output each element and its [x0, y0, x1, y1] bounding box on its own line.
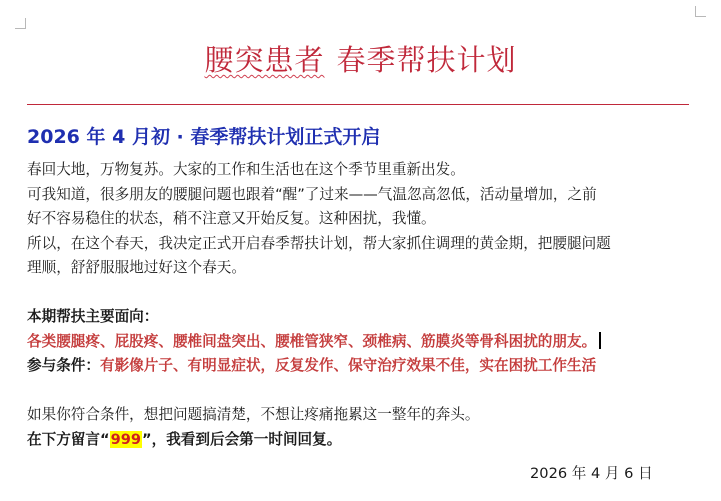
section-heading: 2026 年 4 月初 · 春季帮扶计划正式开启 [27, 126, 381, 148]
target-line [27, 330, 691, 355]
cta-code: 999 [110, 430, 142, 448]
closing-line: 如果你符合条件，想把问题搞清楚，不想让疼痛拖累这一整年的奔头。 [27, 406, 480, 423]
target-label: 本期帮扶主要面向： [27, 308, 159, 325]
title-part2: 春季帮扶计划 [336, 43, 517, 77]
conditions-label: 参与条件： [27, 357, 100, 374]
title-part1: 腰突患者 [204, 43, 325, 77]
title-divider [27, 104, 689, 105]
target-text: 各类腰腿疼、屁股疼、腰椎间盘突出、腰椎管狭窄、颈椎病、筋膜炎等骨科困扰的朋友。 [27, 332, 597, 350]
document-title [0, 38, 721, 79]
paragraph-line: 理顺，舒舒服服地过好这个春天。 [27, 259, 246, 276]
document-date: 2026 年 4 月 6 日 [530, 465, 653, 482]
page-corner-mark [695, 6, 706, 17]
text-cursor [599, 332, 601, 349]
paragraph-line: 可我知道，很多朋友的腰腿问题也跟着“醒”了过来——气温忽高忽低，活动量增加，之前 [27, 185, 597, 203]
document-body[interactable] [27, 158, 691, 452]
conditions-text: 有影像片子、有明显症状，反复发作、保守治疗效果不佳，实在困扰工作生活 [99, 357, 597, 374]
paragraph-line: 好不容易稳住的状态，稍不注意又开始反复。这种困扰，我懂。 [27, 210, 436, 227]
conditions-line [27, 354, 691, 379]
page-corner-mark [15, 18, 26, 29]
cta-after: ”，我看到后会第一时间回复。 [142, 430, 342, 448]
cta-line [27, 428, 691, 453]
paragraph-line: 所以，在这个春天，我决定正式开启春季帮扶计划，帮大家抓住调理的黄金期，把腰腿问题 [27, 234, 611, 252]
paragraph-line: 春回大地，万物复苏。大家的工作和生活也在这个季节里重新出发。 [27, 161, 465, 178]
cta-before: 在下方留言“ [27, 430, 110, 448]
